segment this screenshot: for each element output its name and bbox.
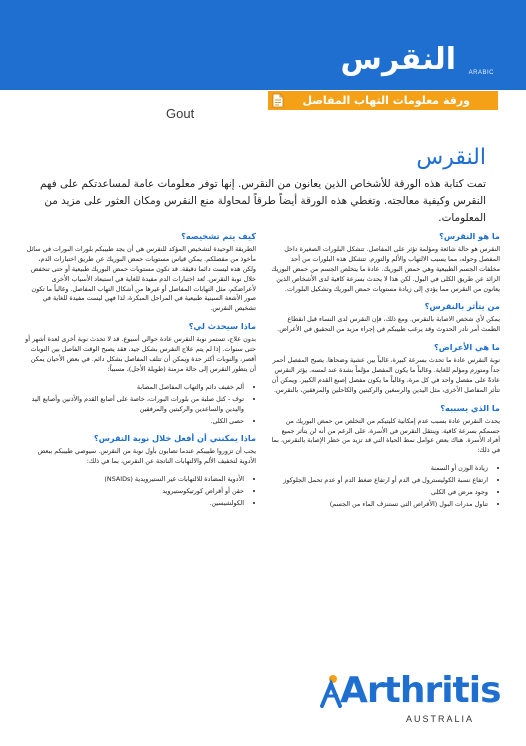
section-heading: ماذا يمكنني أن أفعل خلال نوبة النقرس؟	[93, 433, 256, 444]
list-item: • الكولشيسين.	[24, 499, 244, 509]
list-item: • حصى الكلى.	[24, 417, 244, 427]
document-icon	[272, 93, 284, 108]
section-paragraph: الطريقة الوحيدة لتشخيص المؤكد للنقرس هي أن يجد طبيبكم بلورات البورات في سائل مأخوذ من مفصلكم. يمكن قياس مستويات حمض البوريك عن طريق اختبارات الدم، ولكن هذه ليست دائما دقيقة. قد تكون مستويات حمض البوريك طبيعية أو حتى تنخفض خلال نوبة النقرس. تُعد اختبارات الدم مفيدة للغاية في استبعاد الأسباب الأخرى لأعراضكم، مثل التهابات المفاصل أو غيرها من أشكال التهاب المفاصل. وغالباً ما تكون صور الأشعة السينية طبيعية في المراحل المبكرة، لذا فهي ليست مفيدة للغاية في تشخيص النقرس.	[26, 244, 256, 313]
left-column	[24, 232, 256, 517]
logo-subtitle: AUSTRALIA	[406, 714, 475, 724]
header-bar	[0, 0, 526, 90]
section-heading: ما هي الأعراض؟	[434, 342, 500, 353]
banner-text: ورقة معلومات التهاب المفاصل	[302, 94, 470, 107]
section-paragraph: النقرس هو حالة شائعة ومؤلمة تؤثر على المفاصل. تتشكل البلورات الصغيرة داخل المفصل وحوله، مما يسبب الالتهاب والألم والتورم. تتشكل هذه البلورات من أحد مخلفات الجسم الطبيعية وهي حمض البوريك. عادة ما يتخلص الجسم من حمض البوريك الزائد عن طريق الكلى في البول. لكن هذا لا يحدث بسرعة كافية لدى الأشخاص الذين يعانون من النقرس مما يؤدي إلى زيادة مستويات حمض البوريك وتشكيل البلورات.	[271, 244, 500, 293]
language-label: ARABIC	[468, 70, 494, 76]
section-heading: ما الذي يسببه؟	[440, 402, 500, 413]
info-sheet-banner	[268, 91, 498, 110]
main-title: النقرس	[416, 145, 486, 170]
section-paragraph: يجب أن تزوروا طبيبكم عندما تصابون بأول نوبة من النقرس. سيوصي طبيبكم ببعض الأدوية لتخفيف الألم والالتهابات الناتجة عن النقرس، بما في ذلك:	[37, 447, 256, 466]
bullet-list	[24, 383, 256, 427]
list-item: • زيادة الوزن أو السمنة	[270, 464, 488, 474]
list-item: • توف - كتل صلبة من بلورات البورات، خاصة على أصابع القدم والأذنين وأصابع اليد واليدين والساعدين والركبتين والمرفقين	[24, 395, 244, 415]
header-title: النقرس	[340, 42, 456, 77]
list-item: • حقن أو أقراص كورتيكوستيرويد	[24, 487, 244, 497]
bullet-list	[24, 475, 256, 509]
intro-paragraph: تمت كتابة هذه الورقة للأشخاص الذين يعانون من النقرس. إنها توفر معلومات عامة لمساعدتكم على فهم النقرس وكيفية معالجته. وتغطي هذه الورقة أيضاً طرقاً لمحاولة منع النقرس ومكان العثور على مزيد من المعلومات.	[39, 178, 486, 224]
section-heading: ماذا سيحدث لي؟	[188, 321, 256, 332]
section-paragraph: يحدث النقرس عادة بسبب عدم إمكانية كليتيكم من التخلص من حمض البوريك من جسمكم بسرعة كافية. وينتقل النقرس في الأسرة، على الرغم من أنه لن يتأثر جميع أفراد الأسرة. هناك بعض عوامل نمط الحياة التي قد تزيد من خطر الإصابة بالنقرس، بما في ذلك:	[271, 416, 500, 455]
section-heading: من يتأثر بالنقرس؟	[424, 301, 500, 312]
logo-name: Arthritis	[340, 670, 501, 711]
list-item: • وجود مرض في الكلى	[270, 488, 488, 498]
section-heading: كيف يتم تشخيصه؟	[181, 231, 256, 241]
arthritis-australia-logo	[318, 670, 508, 730]
section-heading: ما هو النقرس؟	[439, 231, 500, 241]
english-title: Gout	[166, 106, 195, 121]
list-item: • الأدوية المضادة للالتهابات غير الستيرويدية (NSAIDs)	[24, 475, 244, 485]
bullet-list	[270, 464, 500, 510]
section-paragraph: بدون علاج، تستمر نوبة النقرس عادة حوالي أسبوع. قد لا تحدث نوبة أخرى لعدة أشهر أو حتى سنوات. إذا لم يتم علاج النقرس بشكل جيد، فقد يصبح الوقت الفاصل بين النوبات أقصر، والنوبات أكثر حدة ويمكن أن تتلف المفاصل بشكل دائم. في بعض الأحيان يمكن أن يتطور النقرس إلى حالة مزمنة (طويلة الأجل)، مسبباً:	[25, 335, 256, 373]
list-item: • تناول مدرات البول (الأقراص التي تستنزف الماء من الجسم)	[270, 500, 488, 510]
section-paragraph: نوبة النقرس عادة ما تحدث بسرعة كبيرة، غالباً بين عشية وضحاها. يصبح المفصل أحمر جداً ومتورم ومؤلم للغاية. وغالباً ما يكون المفصل مؤلماً بشدة عند لمسه. يؤثر النقرس عادةً على مفصل واحد في كل مرة، وغالباً ما يكون مفصل إصبع القدم الكبير. ويمكن أن تتأثر المفاصل الأخرى، مثل اليدين والرسغين والركبتين والكاحلين والمرفقين، بالنقرس.	[271, 356, 500, 394]
section-paragraph: يمكن لأي شخص الاصابة بالنقرس. ومع ذلك، فإن النقرس لدى النساء قبل انقطاع الطمث أمر نادر الحدوث وقد يرغب طبيبكم في إجراء مزيد من التحقيق في الأعراض.	[277, 315, 500, 334]
list-item: • ارتفاع نسبة الكوليسترول في الدم أو ارتفاع ضغط الدم أو عدم تحمل الجلوكوز	[270, 476, 488, 486]
list-item: • ألم خفيف دائم والتهاب المفاصل المصابة	[24, 383, 244, 393]
right-column	[270, 232, 500, 518]
